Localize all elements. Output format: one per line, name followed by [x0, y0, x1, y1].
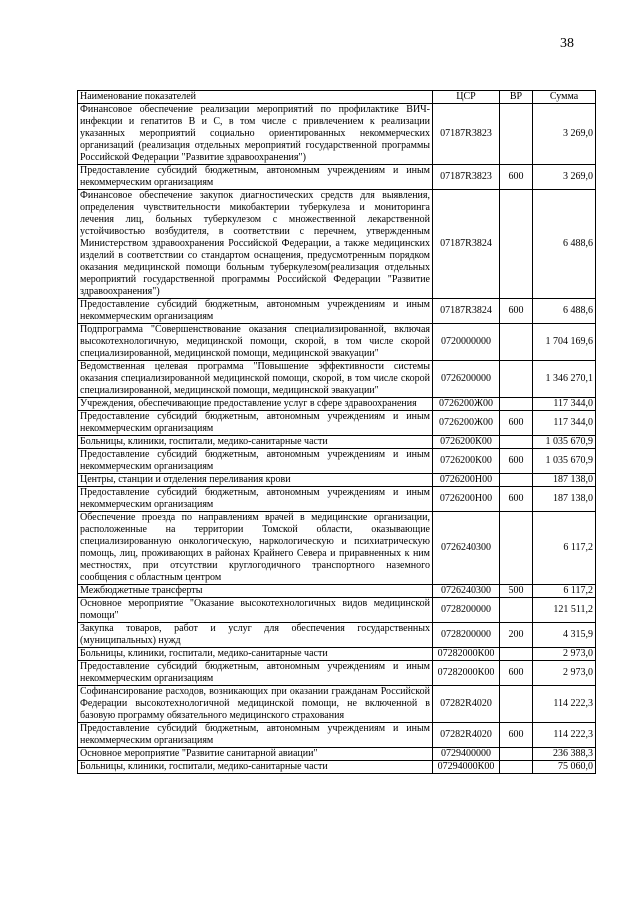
- page-number: 38: [560, 36, 574, 51]
- table-row: [78, 648, 596, 661]
- cell-sum: 117 344,0: [533, 398, 596, 411]
- cell-vr: 600: [500, 661, 533, 686]
- cell-sum: 1 035 670,9: [533, 436, 596, 449]
- cell-csr: 07282000К00: [433, 648, 500, 661]
- table-row: [78, 623, 596, 648]
- cell-sum: 121 511,2: [533, 598, 596, 623]
- cell-vr: [500, 761, 533, 774]
- cell-csr: 0726200Ж00: [433, 398, 500, 411]
- table-row: [78, 512, 596, 585]
- cell-name: Ведомственная целевая программа "Повышение эффективности системы оказания специализированной медицинской помощи, скорой, в том числе скорой специализированной, медицинской помощи, медицинской эвакуации": [78, 361, 433, 398]
- cell-csr: 07282000К00: [433, 661, 500, 686]
- cell-csr: 0729400000: [433, 748, 500, 761]
- cell-name: Финансовое обеспечение реализации мероприятий по профилактике ВИЧ-инфекции и гепатитов В и С, в том числе с привлечением к реализации указанных мероприятий социально ориентированных некоммерческих организаций (реализация отдельных мероприятий государственной программы Российской Федерации "Развитие здравоохранения"): [78, 104, 433, 165]
- cell-vr: [500, 598, 533, 623]
- cell-vr: [500, 686, 533, 723]
- cell-name: Предоставление субсидий бюджетным, автономным учреждениям и иным некоммерческим организациям: [78, 449, 433, 474]
- table-row: [78, 598, 596, 623]
- cell-sum: 1 346 270,1: [533, 361, 596, 398]
- cell-vr: [500, 190, 533, 299]
- cell-sum: 4 315,9: [533, 623, 596, 648]
- table-row: [78, 748, 596, 761]
- cell-sum: 3 269,0: [533, 104, 596, 165]
- cell-name: Софинансирование расходов, возникающих при оказании гражданам Российской Федерации высокотехнологичной медицинской помощи, не включенной в базовую программу обязательного медицинского страхования: [78, 686, 433, 723]
- table-row: [78, 324, 596, 361]
- cell-sum: 2 973,0: [533, 648, 596, 661]
- cell-vr: [500, 512, 533, 585]
- table-row: [78, 474, 596, 487]
- cell-csr: 0720000000: [433, 324, 500, 361]
- table-row: [78, 449, 596, 474]
- cell-csr: 07294000К00: [433, 761, 500, 774]
- cell-name: Предоставление субсидий бюджетным, автономным учреждениям и иным некоммерческим организациям: [78, 165, 433, 190]
- cell-sum: 6 488,6: [533, 299, 596, 324]
- cell-vr: [500, 648, 533, 661]
- cell-name: Закупка товаров, работ и услуг для обеспечения государственных (муниципальных) нужд: [78, 623, 433, 648]
- header-vr: ВР: [500, 91, 533, 104]
- table-row: [78, 487, 596, 512]
- table-row: [78, 436, 596, 449]
- table-row: [78, 661, 596, 686]
- table-row: [78, 299, 596, 324]
- header-name: Наименование показателей: [78, 91, 433, 104]
- cell-vr: [500, 398, 533, 411]
- cell-sum: 117 344,0: [533, 411, 596, 436]
- cell-sum: 187 138,0: [533, 474, 596, 487]
- table-row: [78, 190, 596, 299]
- header-sum: Сумма: [533, 91, 596, 104]
- cell-csr: 0726200Н00: [433, 487, 500, 512]
- cell-name: Основное мероприятие "Развитие санитарной авиации": [78, 748, 433, 761]
- cell-csr: 0726240300: [433, 585, 500, 598]
- cell-sum: 6 117,2: [533, 585, 596, 598]
- cell-csr: 07187R3824: [433, 299, 500, 324]
- cell-sum: 1 704 169,6: [533, 324, 596, 361]
- table-row: [78, 723, 596, 748]
- cell-vr: [500, 748, 533, 761]
- cell-vr: [500, 361, 533, 398]
- cell-vr: 200: [500, 623, 533, 648]
- cell-csr: 0726200К00: [433, 449, 500, 474]
- cell-vr: [500, 436, 533, 449]
- cell-name: Основное мероприятие "Оказание высокотехнологичных видов медицинской помощи": [78, 598, 433, 623]
- table-row: [78, 411, 596, 436]
- cell-vr: [500, 324, 533, 361]
- cell-vr: 600: [500, 449, 533, 474]
- cell-vr: 600: [500, 299, 533, 324]
- cell-csr: 0726200Ж00: [433, 411, 500, 436]
- cell-name: Финансовое обеспечение закупок диагностических средств для выявления, определения чувствительности микобактерии туберкулеза и мониторинга лечения лиц, больных туберкулезом с множественной лекарственной устойчивостью возбудителя, в соответствии с перечнем, утвержденным Министерством здравоохранения Российской Федерации, а также медицинских изделий в соответствии со стандартом оснащения, предусмотренным порядком оказания медицинской помощи больным туберкулезом(реализация отдельных мероприятий государственной программы Российской Федерации "Развитие здравоохранения"): [78, 190, 433, 299]
- cell-sum: 114 222,3: [533, 723, 596, 748]
- cell-csr: 07187R3823: [433, 104, 500, 165]
- table-row: [78, 398, 596, 411]
- cell-csr: 0728200000: [433, 623, 500, 648]
- cell-csr: 0728200000: [433, 598, 500, 623]
- cell-csr: 0726240300: [433, 512, 500, 585]
- cell-sum: 2 973,0: [533, 661, 596, 686]
- cell-name: Учреждения, обеспечивающие предоставление услуг в сфере здравоохранения: [78, 398, 433, 411]
- cell-name: Обеспечение проезда по направлениям врачей в медицинские организации, расположенные на территории Томской области, оказывающие специализированную онкологическую, наркологическую и психиатрическую помощь, лиц, проживающих в районах Крайнего Севера и приравненных к ним местностях, при отсутствии круглогодичного транспортного наземного сообщения с областным центром: [78, 512, 433, 585]
- table-body: [78, 104, 596, 774]
- cell-name: Больницы, клиники, госпитали, медико-санитарные части: [78, 648, 433, 661]
- cell-name: Предоставление субсидий бюджетным, автономным учреждениям и иным некоммерческим организациям: [78, 411, 433, 436]
- header-csr: ЦСР: [433, 91, 500, 104]
- cell-vr: 600: [500, 723, 533, 748]
- table-row: [78, 686, 596, 723]
- table-row: [78, 761, 596, 774]
- cell-name: Центры, станции и отделения переливания крови: [78, 474, 433, 487]
- cell-vr: 600: [500, 487, 533, 512]
- table-row: [78, 104, 596, 165]
- table-header-row: [78, 91, 596, 104]
- cell-sum: 6 117,2: [533, 512, 596, 585]
- table-row: [78, 585, 596, 598]
- cell-csr: 07187R3824: [433, 190, 500, 299]
- cell-vr: 600: [500, 411, 533, 436]
- cell-name: Подпрограмма "Совершенствование оказания специализированной, включая высокотехнологичную, медицинской помощи, скорой, в том числе скорой специализированной, медицинской помощи, медицинской эвакуации": [78, 324, 433, 361]
- budget-table: [77, 90, 596, 774]
- cell-vr: [500, 104, 533, 165]
- cell-vr: [500, 474, 533, 487]
- cell-sum: 1 035 670,9: [533, 449, 596, 474]
- cell-csr: 07282R4020: [433, 723, 500, 748]
- cell-csr: 0726200Н00: [433, 474, 500, 487]
- cell-sum: 236 388,3: [533, 748, 596, 761]
- cell-sum: 6 488,6: [533, 190, 596, 299]
- cell-csr: 0726200000: [433, 361, 500, 398]
- cell-name: Предоставление субсидий бюджетным, автономным учреждениям и иным некоммерческим организациям: [78, 661, 433, 686]
- cell-sum: 75 060,0: [533, 761, 596, 774]
- table-row: [78, 361, 596, 398]
- cell-csr: 0726200К00: [433, 436, 500, 449]
- cell-sum: 187 138,0: [533, 487, 596, 512]
- cell-name: Больницы, клиники, госпитали, медико-санитарные части: [78, 761, 433, 774]
- cell-name: Предоставление субсидий бюджетным, автономным учреждениям и иным некоммерческим организациям: [78, 487, 433, 512]
- cell-vr: 500: [500, 585, 533, 598]
- table-row: [78, 165, 596, 190]
- cell-vr: 600: [500, 165, 533, 190]
- cell-name: Больницы, клиники, госпитали, медико-санитарные части: [78, 436, 433, 449]
- cell-csr: 07187R3823: [433, 165, 500, 190]
- cell-sum: 3 269,0: [533, 165, 596, 190]
- cell-csr: 07282R4020: [433, 686, 500, 723]
- cell-name: Предоставление субсидий бюджетным, автономным учреждениям и иным некоммерческим организациям: [78, 723, 433, 748]
- cell-sum: 114 222,3: [533, 686, 596, 723]
- cell-name: Межбюджетные трансферты: [78, 585, 433, 598]
- cell-name: Предоставление субсидий бюджетным, автономным учреждениям и иным некоммерческим организациям: [78, 299, 433, 324]
